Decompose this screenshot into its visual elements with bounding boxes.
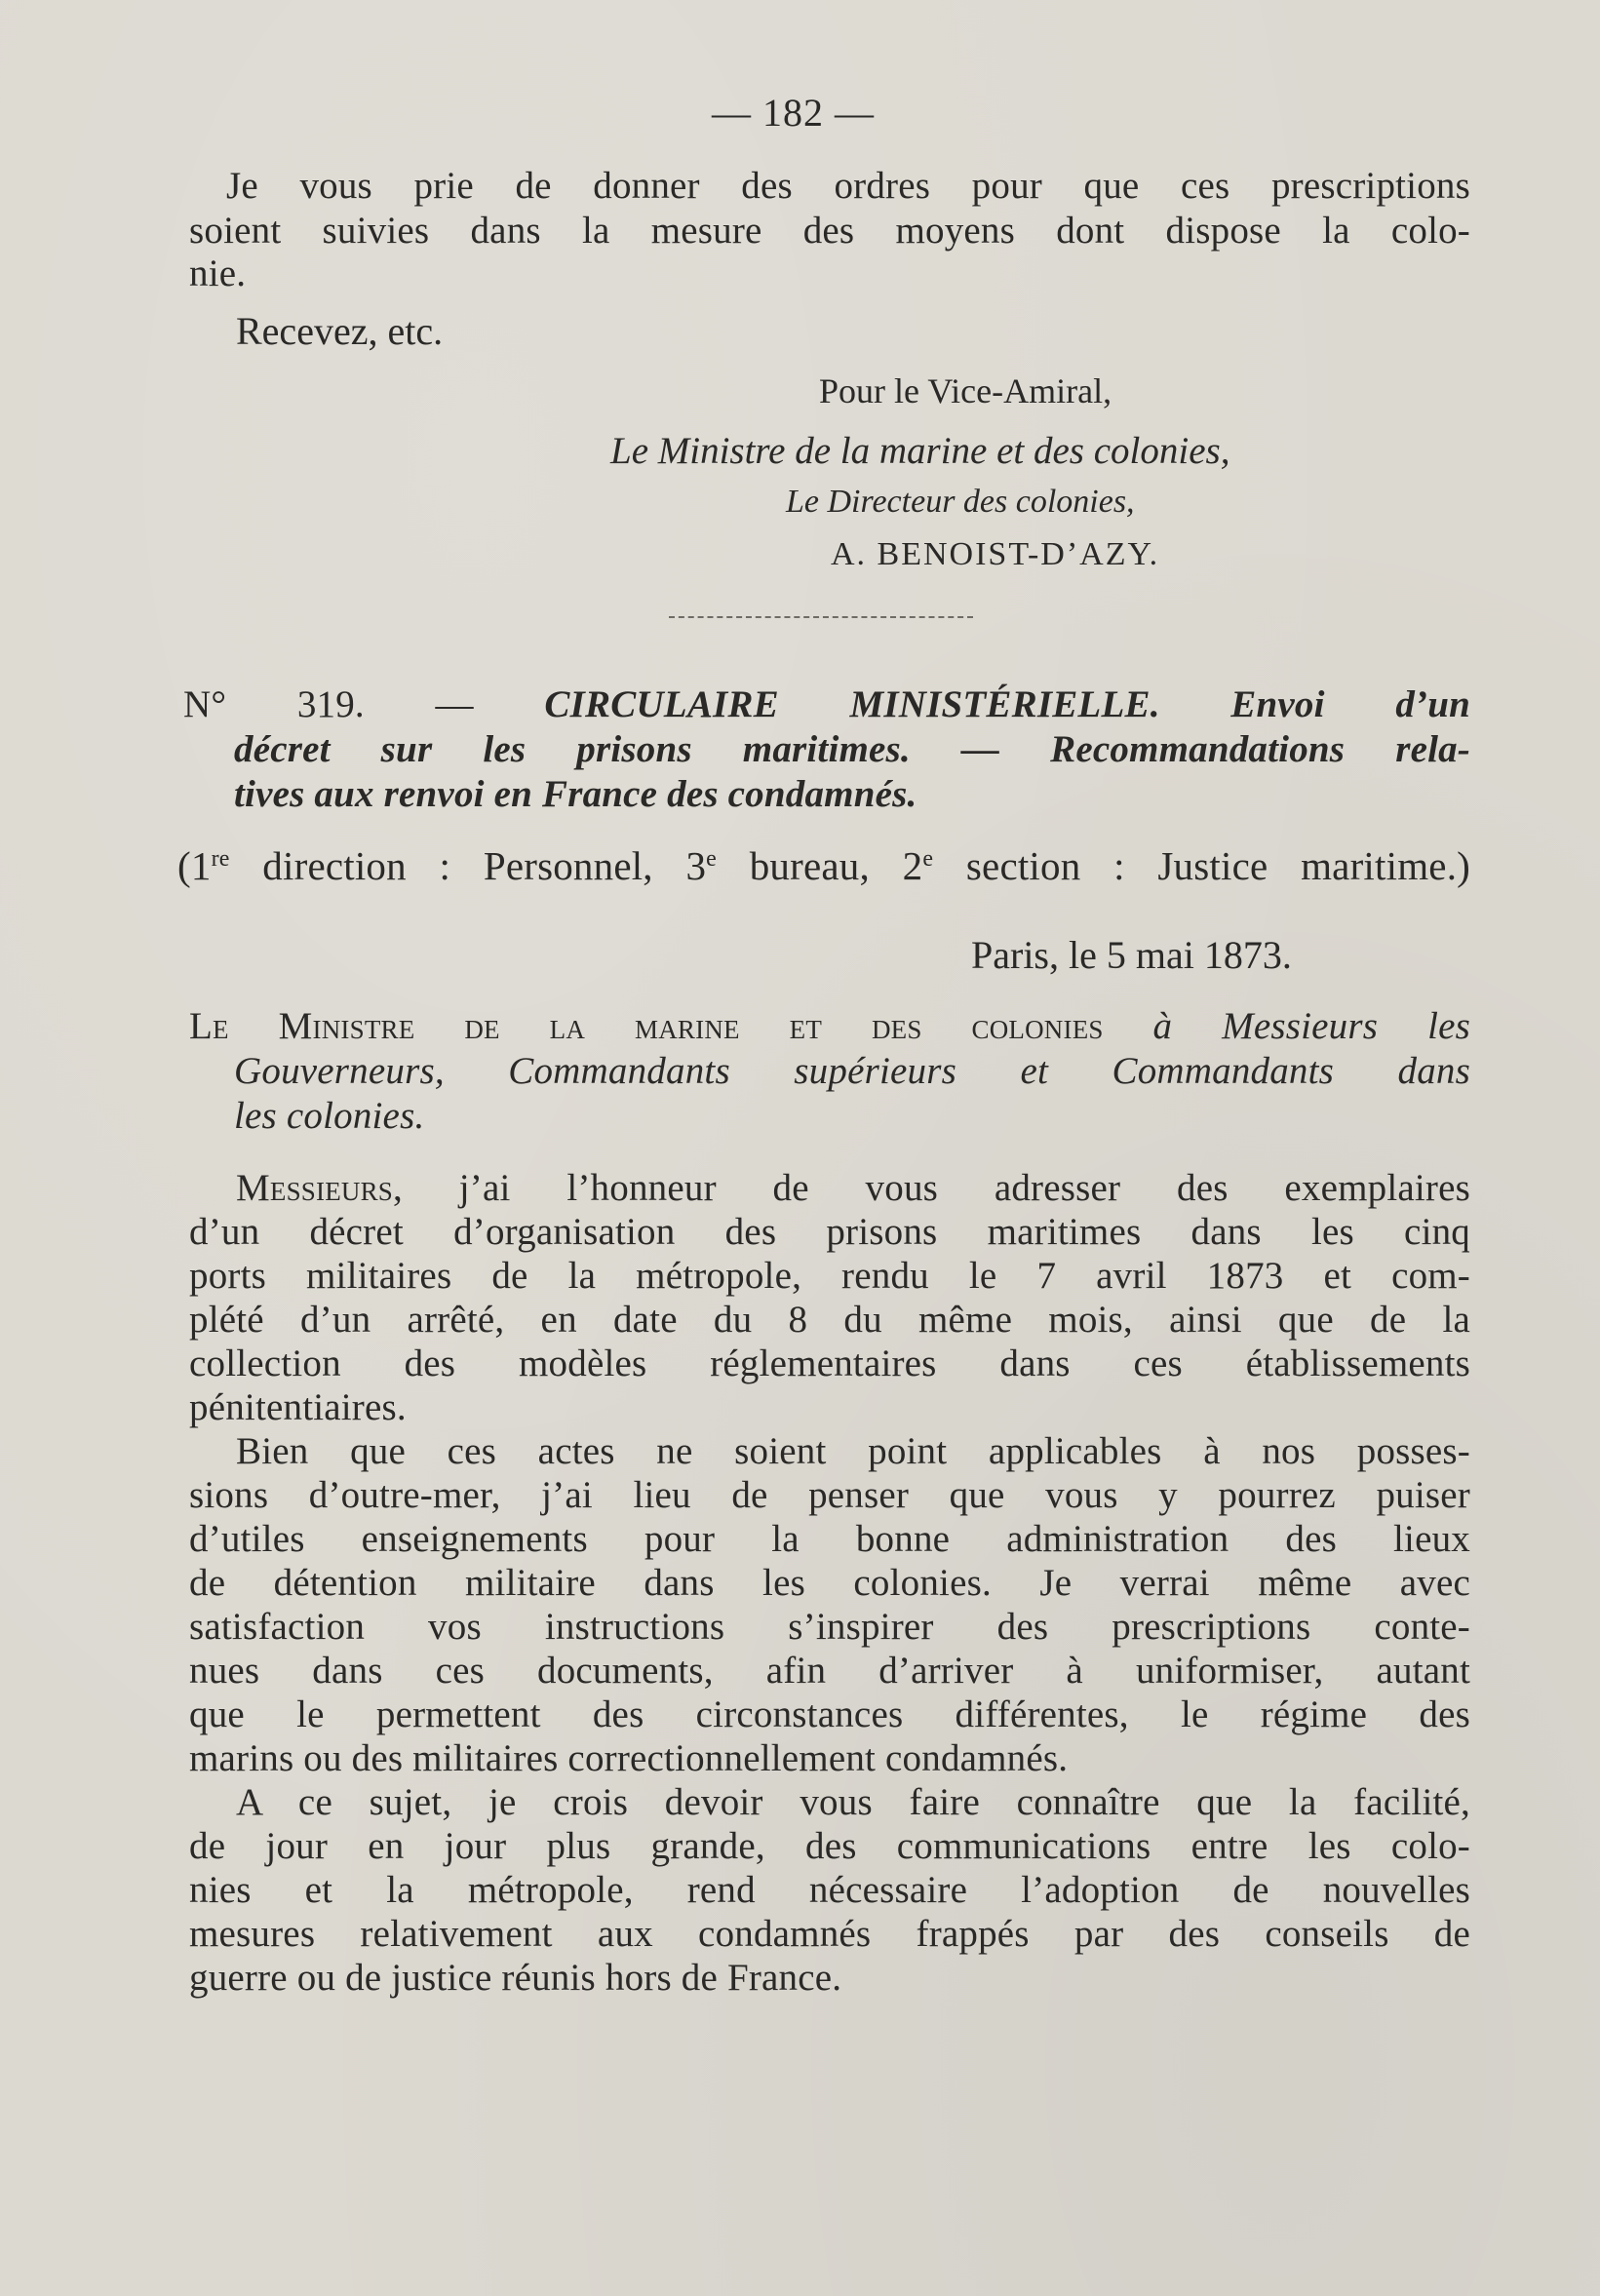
address-recipient: à Messieurs les xyxy=(1152,1005,1470,1047)
body-line-4: plété d’un arrêté, en date du 8 du même mois, ainsi que de la xyxy=(189,1299,1470,1341)
date-line: Paris, le 5 mai 1873. xyxy=(971,933,1292,977)
circular-number: N° 319. — xyxy=(183,683,474,725)
body-line-9: d’utiles enseignements pour la bonne administration des lieux xyxy=(189,1518,1470,1560)
direction-line xyxy=(177,844,1470,888)
body-line-11: satisfaction vos instructions s’inspirer des prescriptions conte- xyxy=(189,1606,1470,1648)
circular-heading-line-1 xyxy=(183,682,1470,726)
intro-line-3: nie. xyxy=(189,253,247,294)
closing-formula: Recevez, etc. xyxy=(236,309,444,353)
signature-name: A. BENOIST-D’AZY. xyxy=(831,536,1160,572)
intro-line-1: Je vous prie de donner des ordres pour que ces prescriptions xyxy=(226,165,1470,207)
signature-line-1: Pour le Vice-Amiral, xyxy=(819,371,1112,410)
signature-line-2: Le Ministre de la marine et des colonies, xyxy=(610,430,1230,472)
address-line-3: les colonies. xyxy=(234,1095,425,1137)
page-number: — 182 — xyxy=(712,91,875,135)
body-line-1 xyxy=(236,1166,1470,1210)
body-line-7: Bien que ces actes ne soient point applicables à nos posses- xyxy=(236,1430,1470,1472)
circular-heading-line-2: décret sur les prisons maritimes. — Recommandations rela- xyxy=(234,728,1470,770)
address-line-2: Gouverneurs, Commandants supérieurs et Commandants dans xyxy=(234,1050,1470,1092)
body-line-14: marins ou des militaires correctionnellement condamnés. xyxy=(189,1737,1069,1779)
body-line-2: d’un décret d’organisation des prisons maritimes dans les cinq xyxy=(189,1211,1470,1253)
body-line-5: collection des modèles réglementaires dans ces établissements xyxy=(189,1343,1470,1384)
body-line-6: pénitentiaires. xyxy=(189,1386,407,1428)
body-line-3: ports militaires de la métropole, rendu le 7 avril 1873 et com- xyxy=(189,1255,1470,1297)
direction-part-1: direction : Personnel, 3 xyxy=(229,843,707,888)
direction-sup-2: e xyxy=(706,846,718,872)
circular-heading-line-3: tives aux renvoi en France des condamnés. xyxy=(234,773,917,815)
section-divider xyxy=(669,616,973,618)
intro-line-2: soient suivies dans la mesure des moyens dont dispose la colo- xyxy=(189,210,1470,252)
direction-sup-1: re xyxy=(211,846,230,872)
salutation: Messieurs xyxy=(236,1167,394,1209)
body-line-12: nues dans ces documents, afin d’arriver à uniformiser, autant xyxy=(189,1650,1470,1692)
body-line-19: guerre ou de justice réunis hors de France. xyxy=(189,1957,842,1999)
body-line-15: A ce sujet, je crois devoir vous faire connaître que la facilité, xyxy=(236,1781,1470,1823)
body-line-16: de jour en jour plus grande, des communications entre les colo- xyxy=(189,1825,1470,1867)
body-line-10: de détention militaire dans les colonies. Je verrai même avec xyxy=(189,1562,1470,1604)
direction-part-3: section : Justice maritime.) xyxy=(933,843,1470,888)
address-line-1 xyxy=(189,1004,1470,1048)
direction-sup-3: e xyxy=(922,846,934,872)
body-line-18: mesures relativement aux condamnés frappés par des conseils de xyxy=(189,1913,1470,1955)
body-line-17: nies et la métropole, rend nécessaire l’adoption de nouvelles xyxy=(189,1869,1470,1911)
body-line-13: que le permettent des circonstances différentes, le régime des xyxy=(189,1693,1470,1735)
signature-line-3: Le Directeur des colonies, xyxy=(786,484,1135,520)
body-line-1-text: , j’ai l’honneur de vous adresser des exemplaires xyxy=(393,1167,1470,1209)
address-sender: Le Ministre de la marine et des colonies xyxy=(189,1005,1104,1047)
direction-open: (1 xyxy=(177,843,212,888)
circular-title-1: CIRCULAIRE MINISTÉRIELLE. Envoi d’un xyxy=(544,683,1470,725)
direction-part-2: bureau, 2 xyxy=(717,843,923,888)
body-line-8: sions d’outre-mer, j’ai lieu de penser que vous y pourrez puiser xyxy=(189,1474,1470,1516)
